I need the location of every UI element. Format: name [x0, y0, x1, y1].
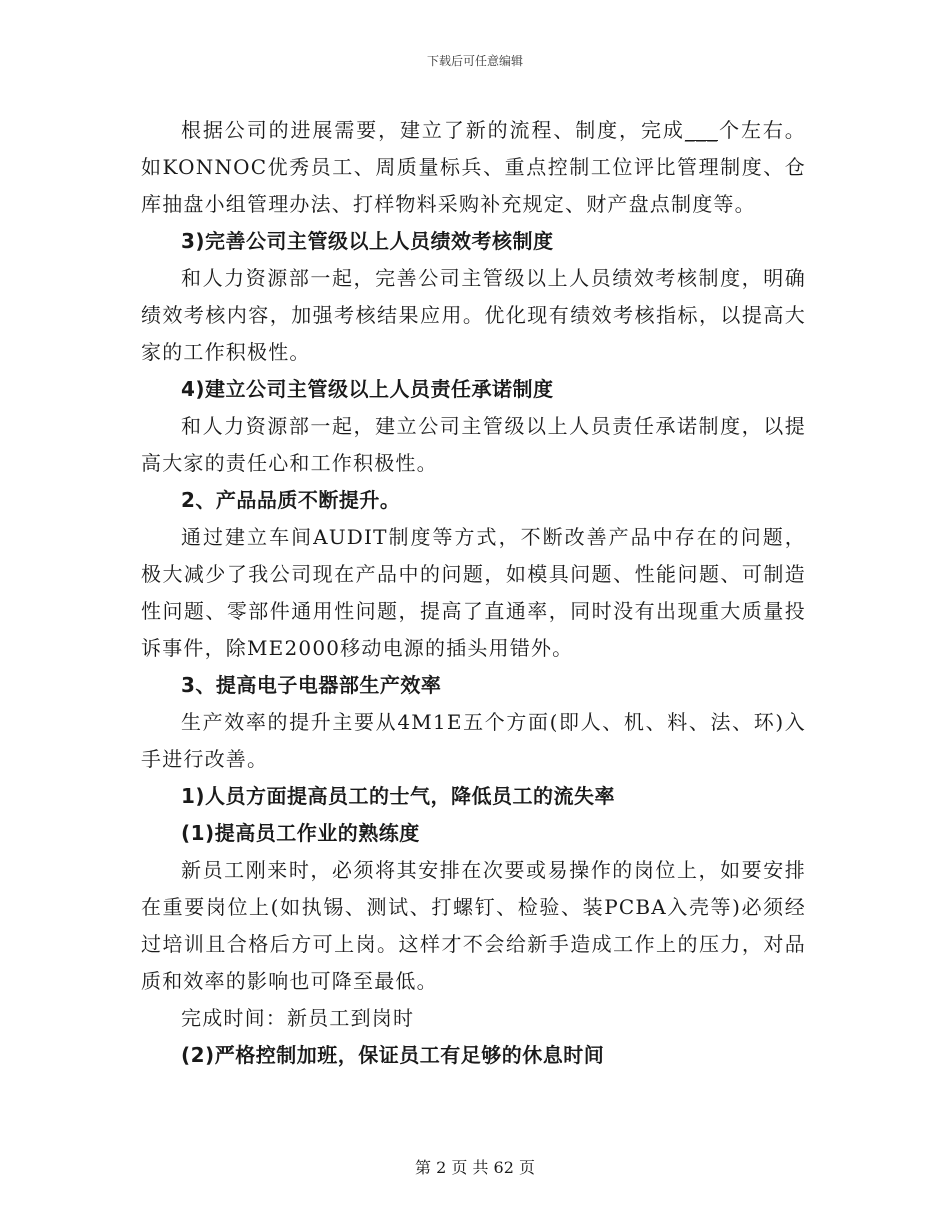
page-header-note: 下载后可任意编辑 — [426, 54, 523, 68]
paragraph-process-summary — [141, 112, 806, 223]
paragraph-quality-improvement: 通过建立车间AUDIT制度等方式，不断改善产品中存在的问题，极大减少了我公司现在产品中的问题，如模具问题、性能问题、可制造性问题、零部件通用性问题，提高了直通率，同时没有出现重大质量投诉事件，除ME2000移动电源的插头用错外。 — [141, 525, 806, 660]
heading-quality-improvement: 2、产品品质不断提升。 — [181, 488, 401, 512]
heading-overtime-control: (2)严格控制加班，保证员工有足够的休息时间 — [181, 1043, 605, 1067]
heading-production-efficiency: 3、提高电子电器部生产效率 — [181, 673, 442, 697]
heading-staff-proficiency: (1)提高员工作业的熟练度 — [181, 821, 420, 845]
paragraph-responsibility-commitment: 和人力资源部一起，建立公司主管级以上人员责任承诺制度，以提高大家的责任心和工作积极性。 — [141, 414, 806, 475]
heading-staff-morale: 1)人员方面提高员工的士气，降低员工的流失率 — [181, 784, 616, 808]
paragraph-completion-time: 完成时间：新员工到岗时 — [181, 1006, 415, 1030]
paragraph-text: 根据公司的进展需要，建立了新的流程、制度，完成 — [181, 118, 685, 142]
paragraph-text: 个左右。如KONNOC优秀员工、周质量标兵、重点控制工位评比管理制度、仓库抽盘小组管理办法、打样物料采购补充规定、财产盘点制度等。 — [141, 118, 806, 216]
document-body — [141, 112, 806, 1074]
paragraph-production-efficiency: 生产效率的提升主要从4M1E五个方面(即人、机、料、法、环)入手进行改善。 — [141, 710, 806, 771]
paragraph-performance-review: 和人力资源部一起，完善公司主管级以上人员绩效考核制度，明确绩效考核内容，加强考核结果应用。优化现有绩效考核指标，以提高大家的工作积极性。 — [141, 266, 806, 364]
fill-blank: ___ — [684, 118, 719, 142]
heading-performance-review: 3)完善公司主管级以上人员绩效考核制度 — [181, 229, 554, 253]
page-footer-number: 第 2 页 共 62 页 — [415, 1158, 535, 1177]
paragraph-staff-proficiency: 新员工刚来时，必须将其安排在次要或易操作的岗位上，如要安排在重要岗位上(如执锡、测试、打螺钉、检验、装PCBA入壳等)必须经过培训且合格后方可上岗。这样才不会给新手造成工作上的压力，对品质和效率的影响也可降至最低。 — [141, 858, 806, 993]
heading-responsibility-commitment: 4)建立公司主管级以上人员责任承诺制度 — [181, 377, 554, 401]
